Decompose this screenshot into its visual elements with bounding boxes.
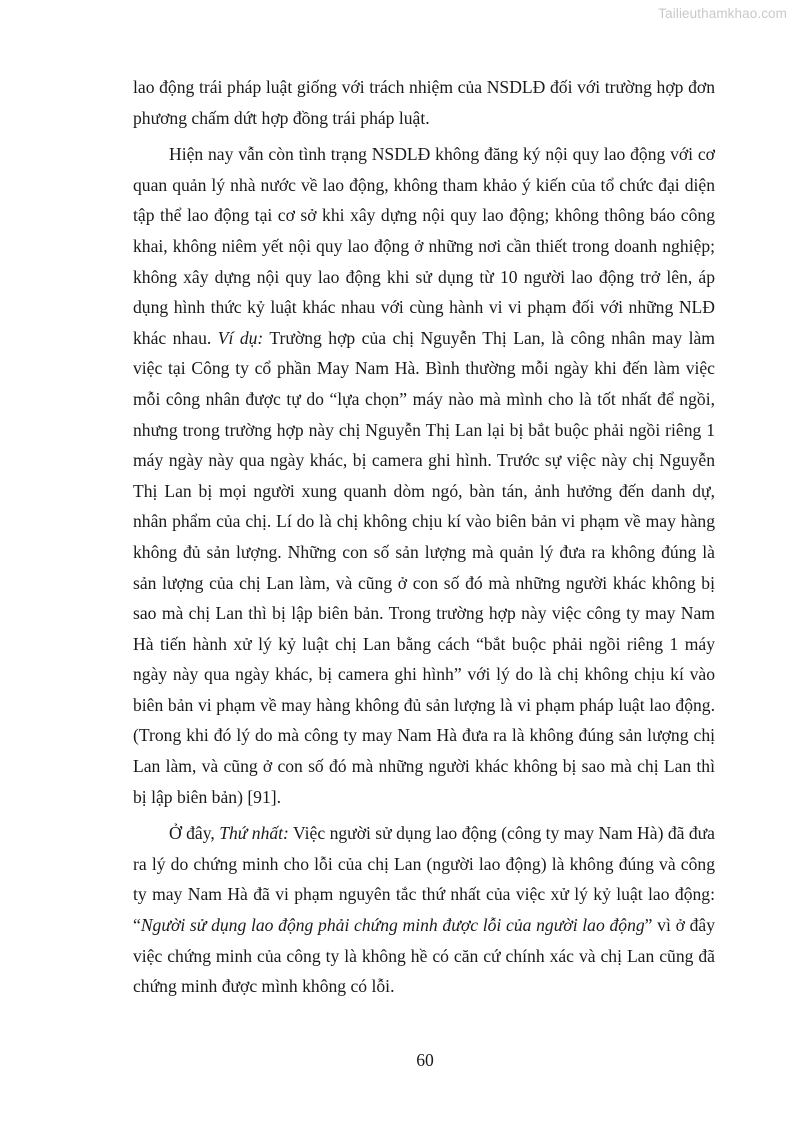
- paragraph-3-first-label: Thứ nhất:: [219, 823, 289, 844]
- paragraph-3: [133, 818, 715, 1002]
- paragraph-1: [133, 72, 715, 133]
- document-body: [133, 72, 715, 1008]
- paragraph-3-text-after: ” vì ở đây việc chứng minh của công ty là không hề có căn cứ chính xác và chị Lan cũng đã chứng minh được mình không có lỗi.: [133, 915, 715, 997]
- paragraph-1-text: lao động trái pháp luật giống với trách nhiệm của NSDLĐ đối với trường hợp đơn phương chấm dứt hợp đồng trái pháp luật.: [133, 77, 715, 128]
- paragraph-2-text-before: Hiện nay vẫn còn tình trạng NSDLĐ không đăng ký nội quy lao động với cơ quan quản lý nhà nước về lao động, không tham khảo ý kiến của tổ chức đại diện tập thể lao động tại cơ sở khi xây dựng nội quy lao động; không thông báo công khai, không niêm yết nội quy lao động ở những nơi cần thiết trong doanh nghiệp; không xây dựng nội quy lao động khi sử dụng từ 10 người lao động trở lên, áp dụng hình thức kỷ luật khác nhau với cùng hành vi vi phạm đối với những NLĐ khác nhau.: [133, 144, 715, 348]
- paragraph-2: [133, 139, 715, 812]
- watermark-text: Tailieuthamkhao.com: [658, 6, 787, 21]
- page-number: 60: [416, 1050, 434, 1070]
- paragraph-2-text-after: Trường hợp của chị Nguyễn Thị Lan, là công nhân may làm việc tại Công ty cổ phần May Nam Hà. Bình thường mỗi ngày khi đến làm việc mỗi công nhân được tự do “lựa chọn” máy nào mà mình cho là tốt nhất để ngồi, nhưng trong trường hợp này chị Nguyễn Thị Lan lại bị bắt buộc phải ngồi riêng 1 máy ngày này qua ngày khác, bị camera ghi hình. Trước sự việc này chị Nguyễn Thị Lan bị mọi người xung quanh dòm ngó, bàn tán, ảnh hưởng đến danh dự, nhân phẩm của chị. Lí do là chị không chịu kí vào biên bản vi phạm về may hàng không đủ sản lượng. Những con số sản lượng mà quản lý đưa ra không đúng là sản lượng của chị Lan làm, và cũng ở con số đó mà những người khác không bị sao mà chị Lan thì bị lập biên bản. Trong trường hợp này việc công ty may Nam Hà tiến hành xử lý kỷ luật chị Lan bằng cách “bắt buộc phải ngồi riêng 1 máy ngày này qua ngày khác, bị camera ghi hình” với lý do là chị không chịu kí vào biên bản vi phạm về may hàng không đủ sản lượng là vi phạm pháp luật lao động. (Trong khi đó lý do mà công ty may Nam Hà đưa ra là không đúng sản lượng chị Lan làm, và cũng ở con số đó mà những người khác không bị sao mà chị Lan thì bị lập biên bản) [91].: [133, 327, 715, 807]
- paragraph-3-text-middle: Việc người sử dụng lao động (công ty may Nam Hà) đã đưa ra lý do chứng minh cho lỗi của chị Lan (người lao động) là không đúng và công ty may Nam Hà đã vi phạm nguyên tắc thứ nhất của việc xử lý kỷ luật lao động: “: [133, 823, 715, 936]
- paragraph-2-example-label: Ví dụ:: [217, 327, 264, 348]
- paragraph-3-text-before: Ở đây,: [169, 823, 220, 844]
- paragraph-3-principle-quote: Người sử dụng lao động phải chứng minh được lỗi của người lao động: [140, 915, 645, 936]
